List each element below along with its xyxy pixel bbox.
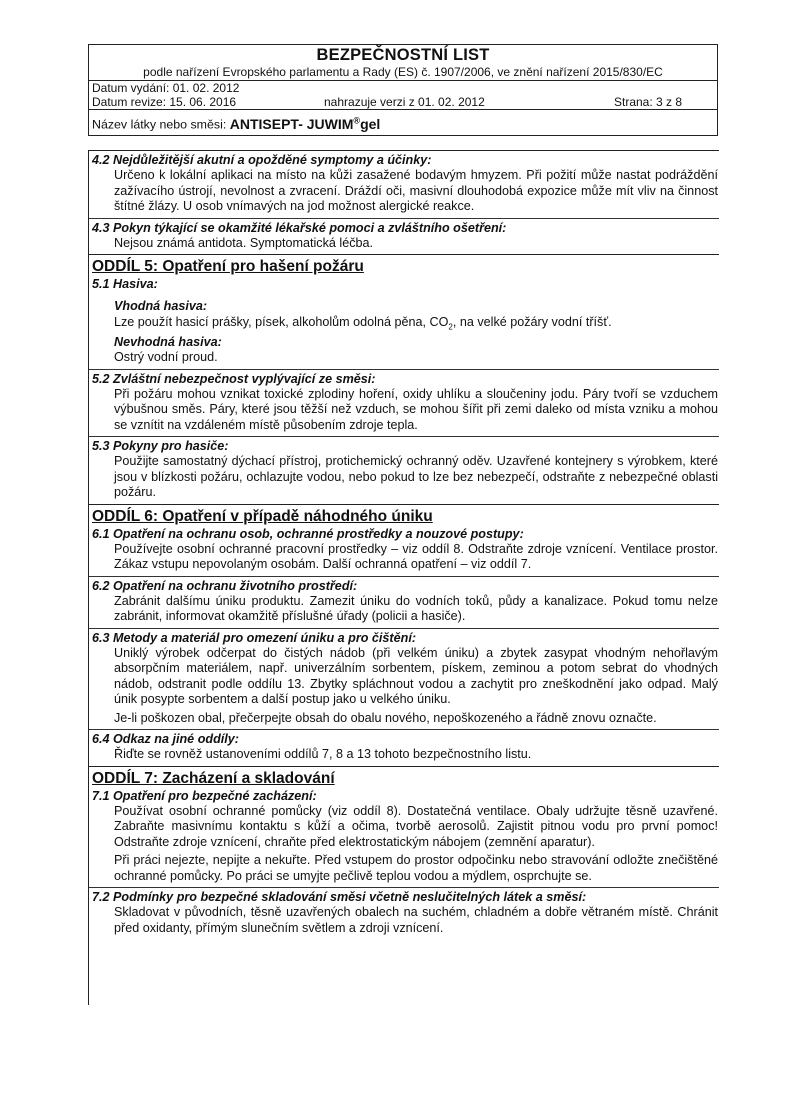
divider [89, 576, 719, 577]
section-heading: 4.3 Pokyn týkající se okamžité lékařské pomoci a zvláštního ošetření: [92, 220, 507, 235]
divider [89, 887, 719, 888]
section-text: Zabránit dalšímu úniku produktu. Zamezit úniku do vodních toků, půdy a kanalizace. Pokud tomu nelze zabránit, informovat okamžitě příslušné úřady (policii a hasiče). [114, 593, 718, 624]
section-5-2 [89, 372, 719, 434]
section-text: Při požáru mohou vznikat toxické zplodiny hoření, oxidy uhlíku a sloučeniny jodu. Páry tvoří se vzduchem výbušnou směs. Páry, které jsou těžší než vzduch, se mohou šířit při zemi daleko od místa vzniku a mohou se vznítit na vzdáleném místě působením zdroje tepla. [114, 386, 718, 432]
section-heading: 5.1 Hasiva: [92, 277, 158, 291]
section-6-3 [89, 631, 719, 727]
section-text: Používejte osobní ochranné pracovní prostředky – viz oddíl 8. Odstraňte zdroje vznícení. Ventilace prostor. Zákaz vstupu nepovolaným osobám. Další ochranná opatření – viz oddíl 7. [114, 541, 718, 572]
section-heading: 7.2 Podmínky pro bezpečné skladování směsi včetně neslučitelných látek a směsí: [92, 890, 587, 905]
section-text: Řiďte se rovněž ustanoveními oddílů 7, 8 a 13 tohoto bezpečnostního listu. [114, 747, 532, 762]
substance-name-row [89, 110, 717, 135]
revision-date: Datum revize: 15. 06. 2016 [92, 95, 237, 109]
divider [89, 504, 719, 505]
section-text: Používat osobní ochranné pomůcky (viz oddíl 8). Dostatečná ventilace. Obaly udržujte těsně uzavřené. Zabraňte masivnímu kontaktu s kůží a očima, tvorbě aerosolů. Zajistit pitnou vodu pro první pomoc! Odstraňte zdroje vznícení, chraňte před elektrostatickým nábojem (zemnění aparatur). [114, 803, 718, 849]
section-5-title: ODDÍL 5: Opatření pro hašení požáru [92, 258, 364, 275]
divider [89, 218, 719, 219]
section-text: Je-li poškozen obal, přečerpejte obsah do obalu nového, nepoškozeného a řádně znovu označte. [114, 710, 657, 725]
section-heading: 7.1 Opatření pro bezpečné zacházení: [92, 788, 317, 803]
document-header [88, 44, 718, 136]
section-7-title: ODDÍL 7: Zacházení a skladování [92, 769, 335, 787]
replaces-version: nahrazuje verzi z 01. 02. 2012 [324, 95, 485, 109]
document-title: BEZPEČNOSTNÍ LIST [316, 46, 490, 64]
section-text: Nejsou známá antidota. Symptomatická léčba. [114, 235, 374, 250]
divider [89, 436, 719, 437]
section-6-2 [89, 579, 719, 625]
suitable-label: Vhodná hasiva: [114, 299, 208, 313]
section-text: Určeno k lokální aplikaci na místo na kůži zasažené bodavým hmyzem. Při požití může nastat podráždění zažívacího ústrojí, nevolnost a zvracení. Dráždí oči, masivní dlouhodobá expozice může mít vliv na činnost štítné žlázy. U osob vnímavých na jod možnost alergické reakce. [114, 168, 718, 213]
section-text: Uniklý výrobek odčerpat do čistých nádob (při velkém úniku) a zbytek zasypat vhodným nehořlavým absorpčním materiálem, např. univerzálním sorbentem, pískem, zeminou a potom sebrat do vhodných nádob, odstranit podle oddílu 13. Zbytky spláchnout vodou a zachytit pro zneškodnění jako odpad. Malý únik posypte sorbentem a další postup jako u velkého úniku. [114, 645, 718, 707]
section-5-3 [89, 439, 719, 501]
section-text: Použijte samostatný dýchací přístroj, protichemický ochranný oděv. Uzavřené kontejnery s výrobkem, které jsou v blízkosti požáru, ochlazujte vodou, nebo pokud to lze bez nebezpečí, odstraňte z nebezpečné oblasti požáru. [114, 454, 718, 500]
section-text: Při práci nejezte, nepijte a nekuřte. Před vstupem do prostor odpočinku nebo stravování odložte znečištěné ochranné pomůcky. Po práci se umyjte pečlivě teplou vodou a mýdlem, osprchujte se. [114, 853, 718, 883]
section-heading: 6.3 Metody a materiál pro omezení úniku a pro čištění: [92, 630, 417, 645]
document-body [88, 150, 719, 1005]
section-heading: 5.3 Pokyny pro hasiče: [92, 439, 229, 454]
section-5-1 [89, 277, 719, 366]
header-box [88, 44, 718, 136]
substance-name-label: Název látky nebo směsi: [92, 117, 227, 132]
section-heading: 5.2 Zvláštní nebezpečnost vyplývající ze směsi: [92, 371, 376, 386]
section-6-1 [89, 527, 719, 573]
page-number: Strana: 3 z 8 [614, 95, 683, 109]
divider [89, 766, 719, 767]
divider [89, 254, 719, 255]
section-heading: 6.2 Opatření na ochranu životního prostředí: [92, 578, 358, 593]
section-7-2 [89, 890, 719, 936]
section-4-3 [89, 221, 719, 252]
section-heading: 6.4 Odkaz na jiné oddíly: [92, 732, 239, 747]
section-7-1 [89, 789, 719, 885]
issue-date: Datum vydání: 01. 02. 2012 [92, 81, 240, 95]
divider [89, 628, 719, 629]
unsuitable-text: Ostrý vodní proud. [114, 350, 218, 365]
suitable-text: Lze použít hasicí prášky, písek, alkoholům odolná pěna, $CO_2$, na velké požáry vodní tříšť. [114, 314, 612, 332]
divider [89, 729, 719, 730]
section-text: Skladovat v původních, těsně uzavřených obalech na suchém, chladném a dobře větraném místě. Chránit před oxidanty, přímým slunečním světlem a zdroji vznícení. [114, 905, 718, 935]
revision-row [89, 95, 717, 110]
section-6-4 [89, 732, 719, 763]
divider [89, 150, 719, 151]
unsuitable-label: Nevhodná hasiva: [114, 334, 222, 349]
section-6-title: ODDÍL 6: Opatření v případě náhodného úniku [92, 507, 433, 525]
section-4-2 [89, 153, 719, 215]
divider [89, 369, 719, 370]
regulation-subtitle: podle nařízení Evropského parlamentu a Rady (ES) č. 1907/2006, ve znění nařízení 2015/830/EC [89, 65, 717, 81]
section-heading: 4.2 Nejdůležitější akutní a opožděné symptomy a účinky: [92, 153, 432, 167]
section-heading: 6.1 Opatření na ochranu osob, ochranné prostředky a nouzové postupy: [92, 526, 524, 541]
substance-name: ANTISEPT- JUWIM®gel [229, 115, 381, 132]
